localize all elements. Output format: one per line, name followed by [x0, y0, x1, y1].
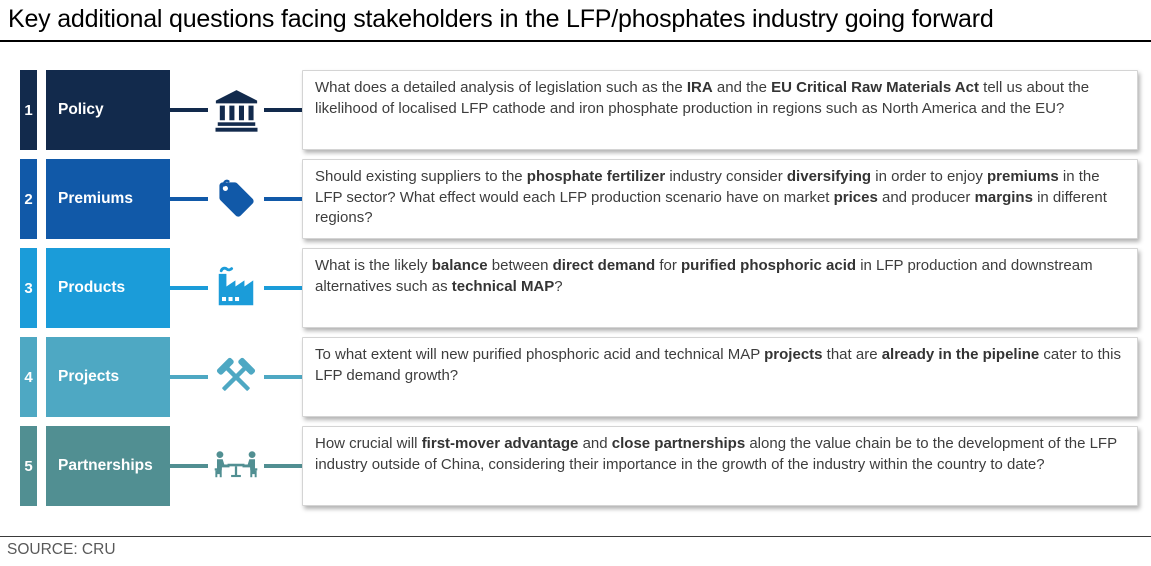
question-rows	[20, 70, 1138, 506]
row-premiums	[20, 159, 1138, 239]
connector-line	[170, 108, 208, 112]
connector-line	[170, 375, 208, 379]
question-box: What is the likely balance between direct demand for purified phosphoric acid in LFP production and downstream alternatives such as technical MAP?	[302, 248, 1138, 328]
connector-line	[264, 108, 302, 112]
price-tag-icon	[208, 159, 264, 239]
row-label-premiums: Premiums	[46, 159, 170, 239]
row-number-badge: 2	[20, 159, 37, 239]
connector-line	[264, 464, 302, 468]
connector-line	[170, 286, 208, 290]
page-title: Key additional questions facing stakeholders in the LFP/phosphates industry going forward	[8, 5, 994, 33]
crossed-hammers-icon	[208, 337, 264, 417]
row-number-badge: 4	[20, 337, 37, 417]
row-label-policy: Policy	[46, 70, 170, 150]
meeting-icon	[208, 426, 264, 506]
bank-icon	[208, 70, 264, 150]
connector-line	[170, 197, 208, 201]
source-label: SOURCE: CRU	[7, 541, 116, 558]
connector-line	[170, 464, 208, 468]
row-label-products: Products	[46, 248, 170, 328]
connector-line	[264, 197, 302, 201]
question-box: Should existing suppliers to the phosphate fertilizer industry consider diversifying in order to enjoy premiums in the LFP sector? What effect would each LFP production scenario have on market prices and producer margins in different regions?	[302, 159, 1138, 239]
question-box: What does a detailed analysis of legislation such as the IRA and the EU Critical Raw Materials Act tell us about the likelihood of localised LFP cathode and iron phosphate production in regions such as North America and the EU?	[302, 70, 1138, 150]
row-products	[20, 248, 1138, 328]
row-number-badge: 3	[20, 248, 37, 328]
row-number-badge: 1	[20, 70, 37, 150]
title-underline	[0, 40, 1151, 42]
footer-rule	[0, 536, 1151, 537]
connector-line	[264, 286, 302, 290]
connector-line	[264, 375, 302, 379]
row-label-partnerships: Partnerships	[46, 426, 170, 506]
row-projects	[20, 337, 1138, 417]
factory-icon	[208, 248, 264, 328]
question-box: To what extent will new purified phosphoric acid and technical MAP projects that are already in the pipeline cater to this LFP demand growth?	[302, 337, 1138, 417]
row-label-projects: Projects	[46, 337, 170, 417]
row-partnerships	[20, 426, 1138, 506]
question-box: How crucial will first-mover advantage and close partnerships along the value chain be to the development of the LFP industry outside of China, considering their importance in the growth of the industry within the country to date?	[302, 426, 1138, 506]
row-policy	[20, 70, 1138, 150]
row-number-badge: 5	[20, 426, 37, 506]
